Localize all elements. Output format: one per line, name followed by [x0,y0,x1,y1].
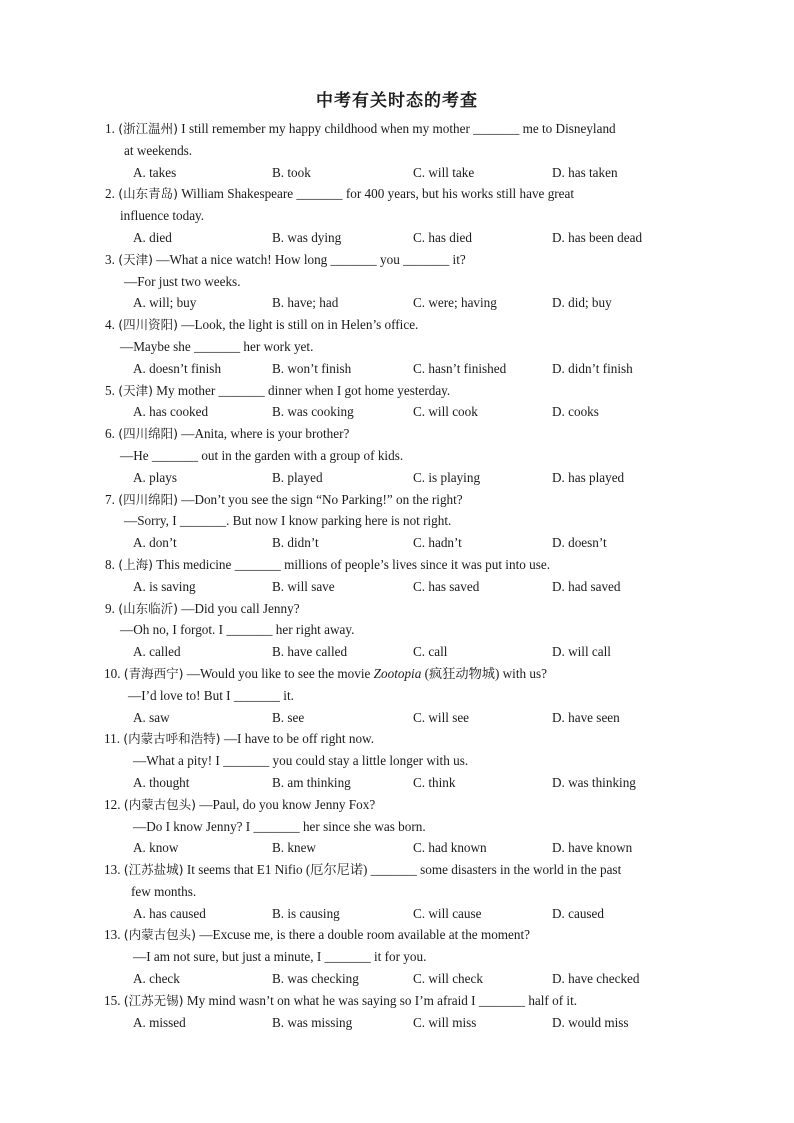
question-list [0,118,794,1033]
question-source: (青海西宁) [123,665,184,681]
option-a: A. missed [133,1014,186,1030]
options-line [0,532,794,554]
option-b: B. took [272,164,311,180]
question-stem [104,990,577,1012]
option-b: B. played [272,469,323,485]
question-text: —Would you like to see the movie [183,665,374,681]
option-c: C. call [413,644,448,660]
options-line [0,162,794,184]
option-a: A. saw [133,709,170,725]
question-text: William Shakespeare _______ for 400 years, but his works still have great [177,186,575,202]
page-title: 中考有关时态的考查 [316,91,478,111]
option-c: C. will cause [413,905,482,921]
option-d: D. has played [552,469,625,485]
question-text: —What a nice watch! How long _______ you _______ it? [152,251,466,267]
question-stem-line [0,554,794,576]
question-number: 12. [104,796,124,812]
option-a: A. takes [133,164,177,180]
question-continuation-line [0,816,794,838]
option-b: B. was missing [272,1014,353,1030]
question-stem [104,728,374,750]
option-c: C. will see [413,709,470,725]
question-text: This medicine _______ millions of people’s lives since it was put into use. [152,556,550,572]
question-continuation-line [0,336,794,358]
question-source: (内蒙古包头) [123,796,197,812]
question-text: —Paul, do you know Jenny Fox? [196,796,376,812]
movie-title: Zootopia [373,665,422,681]
option-b: B. is causing [272,905,340,921]
question-continuation: —What a pity! I _______ you could stay a little longer with us. [133,753,469,769]
options-line [0,837,794,859]
question-source: (山东临沂) [118,600,178,616]
question-source: (江苏无锡) [123,992,184,1008]
option-c: C. think [413,774,456,790]
option-d: D. had saved [552,578,621,594]
question-continuation: —He _______ out in the garden with a group of kids. [120,447,404,463]
option-a: A. will; buy [133,295,197,311]
option-a: A. know [133,840,179,856]
question-stem-line [0,249,794,271]
question-source: (山东青岛) [118,186,178,202]
option-c: C. will miss [413,1014,477,1030]
question-continuation: influence today. [120,208,205,224]
question-stem [105,118,616,140]
question-text: —Excuse me, is there a double room available at the moment? [196,927,531,943]
question-stem [105,314,418,336]
option-d: D. caused [552,905,604,921]
option-c: C. has saved [413,578,480,594]
question-source: (四川绵阳) [118,426,178,442]
question-stem-line [0,990,794,1012]
option-d: D. has been dead [552,229,643,245]
option-b: B. was dying [272,229,342,245]
question-continuation-line [0,205,794,227]
question-text: —Look, the light is still on in Helen’s office. [177,317,419,333]
option-a: A. has caused [133,905,206,921]
option-d: D. has taken [552,164,618,180]
option-a: A. died [133,229,172,245]
option-d: D. have seen [552,709,620,725]
option-d: D. didn’t finish [552,360,633,376]
question-continuation: at weekends. [124,142,193,158]
option-a: A. has cooked [133,404,209,420]
option-d: D. will call [552,644,611,660]
question-number: 5. [105,382,119,398]
question-number: 3. [105,251,119,267]
question-source: (浙江温州) [118,121,178,136]
option-b: B. have; had [272,295,339,311]
question-continuation: few months. [131,883,197,899]
question-number: 10. [104,665,124,681]
question-text: —I have to be off right now. [220,731,375,747]
option-d: D. would miss [552,1014,629,1030]
question-stem [105,554,550,576]
question-continuation: —Maybe she _______ her work yet. [120,338,314,354]
option-c: C. will take [413,164,475,180]
question-number: 13. [104,927,124,943]
question-stem [105,183,574,205]
option-c: C. had known [413,840,487,856]
option-d: D. doesn’t [552,535,607,551]
question-stem-line [0,118,794,140]
question-continuation-line [0,619,794,641]
question-text: My mother _______ dinner when I got home yesterday. [152,382,451,398]
option-b: B. have called [272,644,348,660]
option-d: D. did; buy [552,295,612,311]
question-number: 7. [105,491,119,507]
question-continuation-line [0,946,794,968]
option-b: B. was cooking [272,404,354,420]
question-text: —Anita, where is your brother? [177,426,350,442]
question-stem [104,794,375,816]
question-stem [104,859,621,881]
question-continuation: —Sorry, I _______. But now I know parking here is not right. [124,513,452,529]
question-stem-line [0,663,794,685]
question-continuation-line [0,140,794,162]
question-text: —Did you call Jenny? [177,600,300,616]
question-stem-line [0,728,794,750]
question-continuation: —I’d love to! But I _______ it. [128,687,294,703]
question-number: 8. [105,556,119,572]
question-continuation-line [0,271,794,293]
question-number: 1. [105,121,119,136]
question-stem [104,663,547,685]
question-text: My mind wasn’t on what he was saying so I’m afraid I _______ half of it. [183,992,578,1008]
question-number: 13. [104,862,124,878]
option-d: D. was thinking [552,774,636,790]
question-number: 11. [104,731,124,747]
question-stem-line [0,423,794,445]
question-source: (天津) [118,382,153,398]
options-line [0,707,794,729]
question-stem [105,598,300,620]
question-text-after: (疯狂动物城) with us? [421,665,547,681]
option-c: C. were; having [413,295,497,311]
question-text: It seems that E1 Nifio (厄尔尼诺) _______ some disasters in the world in the past [183,862,622,878]
option-a: A. doesn’t finish [133,360,222,376]
option-a: A. thought [133,774,190,790]
option-a: A. check [133,971,180,987]
option-c: C. will check [413,971,483,987]
option-c: C. hasn’t finished [413,360,507,376]
option-a: A. called [133,644,181,660]
question-continuation: —For just two weeks. [124,273,241,289]
option-c: C. is playing [413,469,481,485]
question-stem [105,380,450,402]
option-d: D. have known [552,840,633,856]
question-source: (四川绵阳) [118,491,178,507]
option-b: B. knew [272,840,316,856]
question-stem-line [0,859,794,881]
options-line [0,358,794,380]
option-c: C. hadn’t [413,535,462,551]
question-source: (上海) [118,556,153,572]
option-c: C. has died [413,229,472,245]
options-line [0,227,794,249]
question-stem-line [0,183,794,205]
question-number: 4. [105,317,119,333]
question-text: I still remember my happy childhood when my mother _______ me to Disneyland [177,121,616,136]
option-b: B. was checking [272,971,359,987]
option-d: D. have checked [552,971,640,987]
option-b: B. will save [272,578,335,594]
question-number: 9. [105,600,119,616]
question-stem-line [0,489,794,511]
question-stem [105,423,349,445]
question-source: (江苏盐城) [123,862,184,878]
question-stem-line [0,314,794,336]
option-a: A. plays [133,469,177,485]
options-line [0,641,794,663]
options-line [0,401,794,423]
question-stem [104,924,530,946]
question-number: 15. [104,992,124,1008]
option-b: B. see [272,709,305,725]
question-continuation-line [0,510,794,532]
options-line [0,903,794,925]
question-stem-line [0,598,794,620]
question-stem [105,489,463,511]
option-b: B. didn’t [272,535,319,551]
options-line [0,968,794,990]
question-stem [105,249,466,271]
question-continuation-line [0,881,794,903]
question-continuation: —I am not sure, but just a minute, I _______ it for you. [133,949,427,965]
question-stem-line [0,794,794,816]
question-stem-line [0,924,794,946]
options-line [0,576,794,598]
question-continuation: —Do I know Jenny? I _______ her since she was born. [133,818,426,834]
question-continuation-line [0,750,794,772]
question-source: (内蒙古呼和浩特) [123,731,221,747]
option-b: B. am thinking [272,774,351,790]
option-a: A. don’t [133,535,177,551]
options-line [0,467,794,489]
question-source: (四川资阳) [118,317,178,333]
question-stem-line [0,380,794,402]
options-line [0,772,794,794]
question-continuation: —Oh no, I forgot. I _______ her right away. [120,622,355,638]
options-line [0,1012,794,1034]
option-b: B. won’t finish [272,360,352,376]
question-text: —Don’t you see the sign “No Parking!” on the right? [177,491,463,507]
question-number: 2. [105,186,119,202]
option-d: D. cooks [552,404,599,420]
question-source: (天津) [118,251,153,267]
option-a: A. is saving [133,578,196,594]
option-c: C. will cook [413,404,478,420]
question-continuation-line [0,445,794,467]
question-continuation-line [0,685,794,707]
question-number: 6. [105,426,119,442]
options-line [0,292,794,314]
question-source: (内蒙古包头) [123,927,197,943]
